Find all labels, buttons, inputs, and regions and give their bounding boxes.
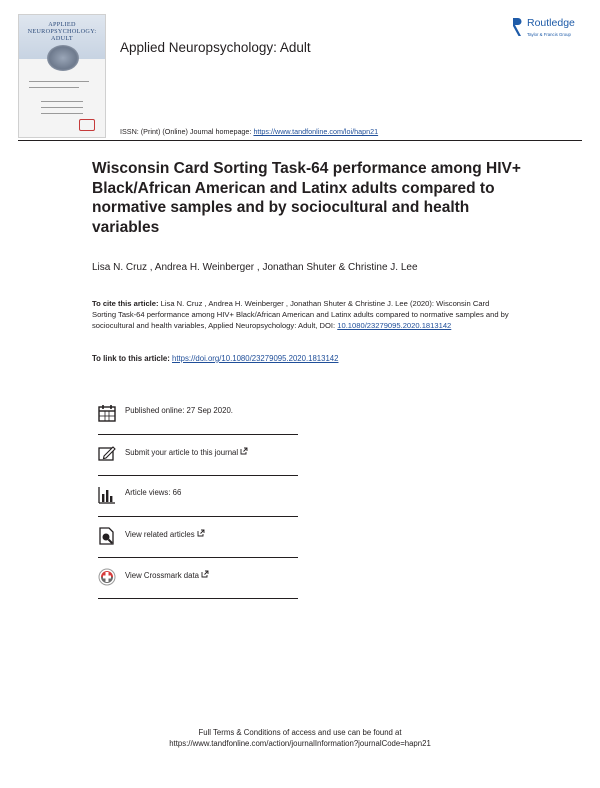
routledge-r-icon (512, 17, 523, 37)
cover-text-line (41, 101, 83, 102)
cover-text-line (29, 81, 89, 82)
journal-homepage-link[interactable]: https://www.tandfonline.com/loi/hapn21 (253, 127, 379, 136)
cover-title (23, 21, 101, 42)
journal-name[interactable]: Applied Neuropsychology: Adult (120, 40, 311, 55)
row-divider (98, 516, 298, 517)
cite-doi-link[interactable]: 10.1080/23279095.2020.1813142 (337, 321, 452, 330)
row-divider (98, 557, 298, 558)
article-authors: Lisa N. Cruz , Andrea H. Weinberger , Jonathan Shuter & Christine J. Lee (92, 262, 418, 273)
cover-text-line (29, 87, 79, 88)
bar-chart-icon (98, 486, 116, 504)
row-divider (98, 434, 298, 435)
publisher-logo[interactable] (512, 16, 592, 46)
published-online-label: Published online: 27 Sep 2020. (125, 406, 233, 415)
cover-title-line: APPLIED (48, 21, 76, 28)
cite-text: Lisa N. Cruz , Andrea H. Weinberger , Jonathan Shuter & Christine J. Lee (2020): Wisconsin Card Sorting Task-64 performance among HIV+ Black/African American and Latinx adults compared to normative samples and by sociocultural and health variables, Applied Neuropsychology: Adult, DOI: (92, 299, 509, 330)
citation-block (92, 298, 512, 331)
issn-text: ISSN: (Print) (Online) Journal homepage: (120, 127, 254, 136)
article-views-row (98, 484, 298, 512)
submit-article-link[interactable] (125, 447, 248, 457)
external-link-icon (201, 570, 209, 578)
issn-line (120, 127, 378, 136)
related-articles-row[interactable] (98, 525, 298, 553)
article-title: Wisconsin Card Sorting Task-64 performance among HIV+ Black/African American and Latinx adults compared to normative samples and by sociocultural and health variables (92, 160, 521, 236)
crossmark-label: View Crossmark data (125, 571, 199, 580)
journal-cover-image (18, 14, 106, 138)
row-divider (98, 598, 298, 599)
link-label: To link to this article: (92, 354, 172, 363)
terms-footer (0, 727, 600, 749)
external-link-icon (197, 529, 205, 537)
related-articles-link[interactable] (125, 529, 205, 539)
crossmark-link[interactable] (125, 570, 209, 580)
search-document-icon (98, 527, 116, 545)
cover-text-line (41, 107, 83, 108)
terms-url-link[interactable]: https://www.tandfonline.com/action/journalInformation?journalCode=hapn21 (169, 739, 431, 748)
cover-title-line: NEUROPSYCHOLOGY: (27, 28, 97, 35)
cover-title-line: ADULT (51, 35, 73, 42)
publisher-name: Routledge (527, 17, 575, 29)
terms-line: Full Terms & Conditions of access and use can be found at (198, 728, 402, 737)
cover-brain-image (47, 45, 79, 71)
article-link-line (92, 354, 338, 363)
related-articles-label: View related articles (125, 530, 195, 539)
crossmark-row[interactable] (98, 566, 298, 594)
header-divider (18, 140, 582, 141)
cite-label: To cite this article: (92, 299, 159, 308)
crossmark-icon (98, 568, 116, 586)
article-views-label: Article views: 66 (125, 488, 182, 497)
row-divider (98, 475, 298, 476)
published-online-row (98, 402, 298, 430)
external-link-icon (240, 447, 248, 455)
cover-text-line (41, 113, 83, 114)
submit-article-label: Submit your article to this journal (125, 448, 239, 457)
calendar-icon (98, 404, 116, 422)
publisher-tagline: Taylor & Francis Group (527, 32, 571, 37)
submit-article-row[interactable] (98, 443, 298, 471)
article-doi-link[interactable]: https://doi.org/10.1080/23279095.2020.1813142 (172, 354, 339, 363)
edit-icon (98, 445, 116, 463)
cover-publisher-logo (79, 119, 95, 131)
